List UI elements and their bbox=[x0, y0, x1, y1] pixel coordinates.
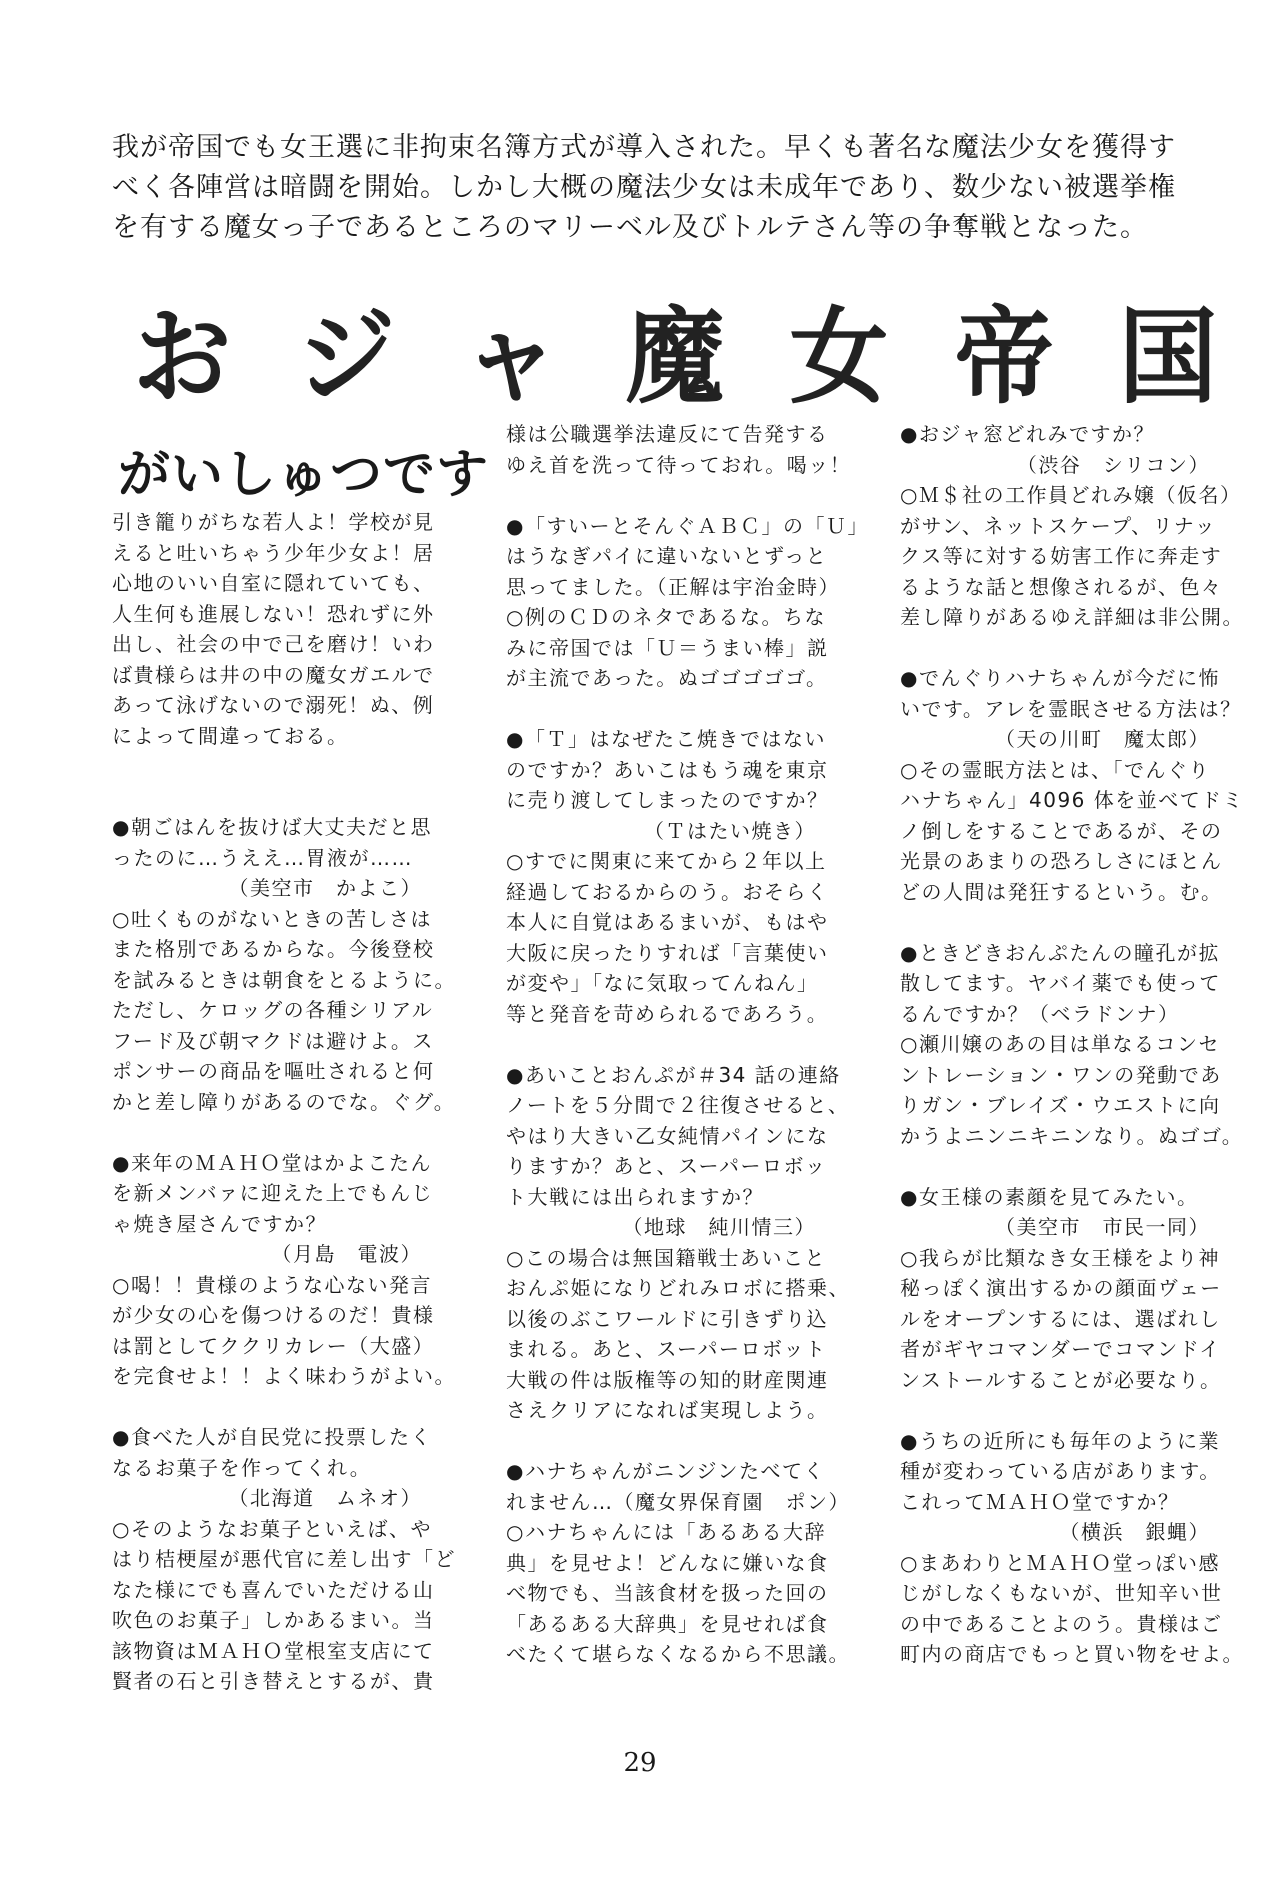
text-line: りますか？あと、スーパーロボッ bbox=[506, 1154, 827, 1178]
text-line: ○Ｍ＄社の工作員どれみ嬢（仮名） bbox=[900, 483, 1242, 507]
blank-line bbox=[900, 1395, 1240, 1426]
text-line: 「あるある大辞典」を見せれば食 bbox=[506, 1611, 829, 1636]
text-line: みに帝国では「Ｕ＝うまい棒」説 bbox=[506, 635, 829, 660]
text-line: によって間違っておる。 bbox=[112, 723, 349, 748]
text-line: ●女王様の素顔を見てみたい。 bbox=[900, 1184, 1199, 1209]
text-line: じがしなくもないが、世知辛い世 bbox=[900, 1581, 1223, 1605]
text-line: がサン、ネットスケープ、リナッ bbox=[900, 513, 1217, 538]
text-line: クス等に対する妨害工作に奔走す bbox=[900, 544, 1223, 568]
text-line: ンストールすることが必要なり。 bbox=[900, 1367, 1222, 1392]
text-line: ントレーション・ワンの発動であ bbox=[900, 1062, 1222, 1087]
text-line: ○喝！！貴様のような心ない発言 bbox=[112, 1272, 432, 1297]
blank-line bbox=[506, 1029, 846, 1060]
text-line: べ物でも、当該食材を扱った回の bbox=[506, 1581, 829, 1605]
text-line: ったのに…うええ…胃液が…… bbox=[112, 845, 413, 870]
title-char: 女 bbox=[789, 295, 889, 418]
text-line: ○この場合は無国籍戦士あいこと bbox=[506, 1245, 826, 1270]
title-char: ャ bbox=[461, 295, 561, 418]
text-line: 大阪に戻ったりすれば「言葉使い bbox=[506, 940, 829, 965]
text-line: なた様にでも喜んでいただける山 bbox=[112, 1577, 435, 1602]
text-line: はり桔梗屋が悪代官に差し出す「ど bbox=[112, 1547, 456, 1571]
text-line: 人生何も進展しない！恐れずに外 bbox=[112, 601, 435, 626]
page-title bbox=[130, 288, 1220, 418]
text-line: を試みるときは朝食をとるように。 bbox=[112, 967, 456, 992]
text-line: べたくて堪らなくなるから不思議。 bbox=[506, 1642, 850, 1666]
text-line: ハナちゃん」4096 体を並べてドミ bbox=[900, 788, 1244, 812]
text-line: ト大戦には出られますか？ bbox=[506, 1184, 764, 1209]
text-line: ○瀬川嬢のあの目は単なるコンセ bbox=[900, 1032, 1220, 1056]
text-line: （月島 電波） bbox=[271, 1242, 422, 1266]
text-line: 吹色のお菓子」しかあるまい。当 bbox=[112, 1608, 435, 1632]
text-line: を完食せよ！！よく味わうがよい。 bbox=[112, 1364, 456, 1388]
blank-line bbox=[112, 782, 452, 813]
text-line: ば貴様らは井の中の魔女ガエルで bbox=[112, 662, 435, 687]
title-char: お bbox=[132, 295, 232, 418]
page-number: 29 bbox=[623, 1748, 657, 1778]
text-line: ●「すいーとそんぐＡＢＣ」の「Ｕ」 bbox=[506, 513, 869, 538]
text-line: かうよニンニキニンなり。ぬゴゴ。 bbox=[900, 1123, 1244, 1148]
column-middle bbox=[506, 419, 869, 1670]
text-line: ●うちの近所にも毎年のように業 bbox=[900, 1428, 1220, 1453]
text-line: 様は公職選挙法違反にて告発する bbox=[506, 422, 829, 446]
text-line: ポンサーの商品を嘔吐されると何 bbox=[112, 1059, 435, 1083]
text-line: さえクリアになれば実現しよう。 bbox=[506, 1398, 829, 1422]
text-line: （渋谷 シリコン） bbox=[1016, 452, 1210, 477]
text-line: 大戦の件は版権等の知的財産関連 bbox=[506, 1367, 829, 1392]
text-line: ●朝ごはんを抜けば大丈夫だと思 bbox=[112, 815, 432, 839]
text-line: るんですか？（ベラドンナ） bbox=[900, 1001, 1180, 1026]
section-heading: がいしゅつです bbox=[118, 445, 490, 505]
text-line: フード及び朝マクドは避けよ。ス bbox=[112, 1028, 434, 1053]
column-left bbox=[112, 507, 456, 1697]
text-line: おんぷ姫になりどれみロボに搭乗、 bbox=[506, 1276, 850, 1300]
text-line: （天の川町 魔太郎） bbox=[995, 727, 1210, 751]
text-line: あって泳げないので溺死！ぬ、例 bbox=[112, 693, 435, 717]
text-line: ノートを５分間で２往復させると、 bbox=[506, 1093, 850, 1117]
text-line: かと差し障りがあるのでな。ぐグ。 bbox=[112, 1089, 456, 1114]
text-line: やはり大きい乙女純情パインにな bbox=[506, 1123, 829, 1148]
text-line: （北海道 ムネオ） bbox=[228, 1486, 422, 1510]
text-line: が少女の心を傷つけるのだ！貴様 bbox=[112, 1303, 435, 1327]
intro-paragraph bbox=[112, 128, 1212, 248]
text-line: 光景のあまりの恐ろしさにほとん bbox=[900, 849, 1223, 873]
text-line: を新メンバァに迎えた上でもんじ bbox=[112, 1181, 434, 1205]
title-char: ジ bbox=[296, 295, 396, 418]
text-line: 賢者の石と引き替えとするが、貴 bbox=[112, 1669, 435, 1693]
column-right bbox=[900, 419, 1244, 1670]
text-line: 本人に自覚はあるまいが、もはや bbox=[506, 910, 829, 934]
text-line: ●でんぐりハナちゃんが今だに怖 bbox=[900, 666, 1220, 690]
intro-line: を有する魔女っ子であるところのマリーベル及びトルテさん等の争奪戦となった。 bbox=[112, 212, 1148, 243]
title-char: 魔 bbox=[625, 295, 725, 418]
text-line: ゆえ首を洗って待っておれ。喝ッ！ bbox=[506, 452, 852, 477]
text-line: （地球 純川情三） bbox=[622, 1215, 816, 1239]
text-line: ノ倒しをすることであるが、その bbox=[900, 818, 1223, 843]
intro-line: 我が帝国でも女王選に非拘束名簿方式が導入された。早くも著名な魔法少女を獲得す bbox=[112, 132, 1176, 163]
text-line: （美空市 かよこ） bbox=[228, 876, 422, 900]
blank-line bbox=[112, 751, 452, 782]
text-line: なるお菓子を作ってくれ。 bbox=[112, 1455, 372, 1480]
text-line: の中であることよのう。貴様はご bbox=[900, 1611, 1223, 1636]
title-char: 帝 bbox=[954, 295, 1054, 418]
text-line: 出し、社会の中で己を磨け！いわ bbox=[112, 632, 435, 656]
text-line: ●食べた人が自民党に投票したく bbox=[112, 1425, 432, 1449]
text-line: ●おジャ窓どれみですか？ bbox=[900, 422, 1156, 446]
text-line: 経過しておるからのう。おそらく bbox=[506, 879, 829, 904]
text-line: るような話と想像されるが、色々 bbox=[900, 574, 1223, 599]
text-line: また格別であるからな。今後登校 bbox=[112, 937, 435, 961]
text-line: ●「Ｔ」はなぜたこ焼きではない bbox=[506, 727, 826, 751]
text-line: 心地のいい自室に隠れていても、 bbox=[112, 571, 435, 595]
blank-line bbox=[506, 480, 846, 511]
text-line: 種が変わっている店があります。 bbox=[900, 1459, 1221, 1483]
text-line: 引き籠りがちな若人よ！学校が見 bbox=[112, 510, 435, 534]
text-line: ○例のＣＤのネタであるな。ちな bbox=[506, 605, 826, 629]
text-line: れません…（魔女界保育園 ポン） bbox=[506, 1489, 850, 1514]
text-line: ○我らが比類なき女王様をより神 bbox=[900, 1245, 1220, 1270]
text-line: （Ｔはたい焼き） bbox=[644, 818, 816, 843]
text-line: 差し障りがあるゆえ詳細は非公開。 bbox=[900, 605, 1244, 629]
text-line: 秘っぽく演出するかの顔面ヴェー bbox=[900, 1276, 1222, 1300]
text-line: に売り渡してしまったのですか？ bbox=[506, 788, 829, 812]
text-line: これってＭＡＨＯ堂ですか？ bbox=[900, 1489, 1180, 1514]
text-line: えると吐いちゃう少年少女よ！居 bbox=[112, 540, 435, 565]
text-line: ●あいことおんぷが＃34 話の連絡 bbox=[506, 1062, 841, 1087]
text-line: （美空市 市民一同） bbox=[995, 1215, 1210, 1239]
text-line: が変や」「なに気取ってんねん」 bbox=[506, 971, 819, 995]
intro-line: べく各陣営は暗闘を開始。しかし大概の魔法少女は未成年であり、数少ない被選挙権 bbox=[112, 172, 1176, 203]
text-line: ○すでに関東に来てから２年以上 bbox=[506, 849, 827, 873]
text-line: は罰としてククリカレー（大盛） bbox=[112, 1333, 435, 1358]
text-line: まれる。あと、スーパーロボット bbox=[506, 1337, 827, 1361]
blank-line bbox=[112, 1117, 452, 1148]
text-line: ○その霊眠方法とは、「でんぐり bbox=[900, 757, 1210, 782]
blank-line bbox=[900, 633, 1240, 664]
text-line: 該物資はＭＡＨＯ堂根室支店にて bbox=[112, 1638, 435, 1663]
blank-line bbox=[900, 1151, 1240, 1182]
text-line: いです。アレを霊眠させる方法は？ bbox=[900, 696, 1242, 721]
text-line: ただし、ケロッグの各種シリアル bbox=[112, 998, 434, 1022]
text-line: どの人間は発狂するという。む。 bbox=[900, 879, 1223, 904]
text-line: 者がギヤコマンダーでコマンドイ bbox=[900, 1337, 1221, 1361]
text-line: のですか？あいこはもう魂を東京 bbox=[506, 757, 829, 782]
blank-line bbox=[506, 694, 846, 725]
blank-line bbox=[900, 907, 1240, 938]
text-line: ○ハナちゃんには「あるある大辞 bbox=[506, 1520, 826, 1544]
text-line: ゃ焼き屋さんですか？ bbox=[112, 1211, 327, 1236]
text-line: ●ハナちゃんがニンジンたべてく bbox=[506, 1459, 825, 1483]
text-line: 典」を見せよ！どんなに嫌いな食 bbox=[506, 1550, 829, 1575]
text-line: 町内の商店でもっと買い物をせよ。 bbox=[900, 1642, 1244, 1666]
title-char: 国 bbox=[1118, 295, 1218, 418]
text-line: 等と発音を苛められるであろう。 bbox=[506, 1001, 829, 1026]
text-line: 散してます。ヤバイ薬でも使って bbox=[900, 971, 1221, 995]
text-line: が主流であった。ぬゴゴゴゴゴ。 bbox=[506, 666, 828, 690]
text-line: ●ときどきおんぷたんの瞳孔が拡 bbox=[900, 940, 1220, 965]
blank-line bbox=[506, 1426, 846, 1457]
text-line: ●来年のＭＡＨＯ堂はかよこたん bbox=[112, 1150, 432, 1175]
text-line: ○吐くものがないときの苦しさは bbox=[112, 906, 432, 931]
blank-line bbox=[112, 1392, 452, 1423]
text-line: りガン・ブレイズ・ウエストに向 bbox=[900, 1093, 1221, 1117]
text-line: ○そのようなお菓子といえば、や bbox=[112, 1516, 432, 1541]
text-line: 思ってました。（正解は宇治金時） bbox=[506, 574, 840, 599]
text-line: 以後のぶこワールドに引きずり込 bbox=[506, 1306, 829, 1331]
text-line: （横浜 銀蝿） bbox=[1059, 1520, 1210, 1544]
text-line: ルをオープンするには、選ばれし bbox=[900, 1306, 1221, 1331]
text-line: ○まあわりとＭＡＨＯ堂っぽい感 bbox=[900, 1550, 1220, 1575]
text-line: はうなぎパイに違いないとずっと bbox=[506, 544, 828, 568]
